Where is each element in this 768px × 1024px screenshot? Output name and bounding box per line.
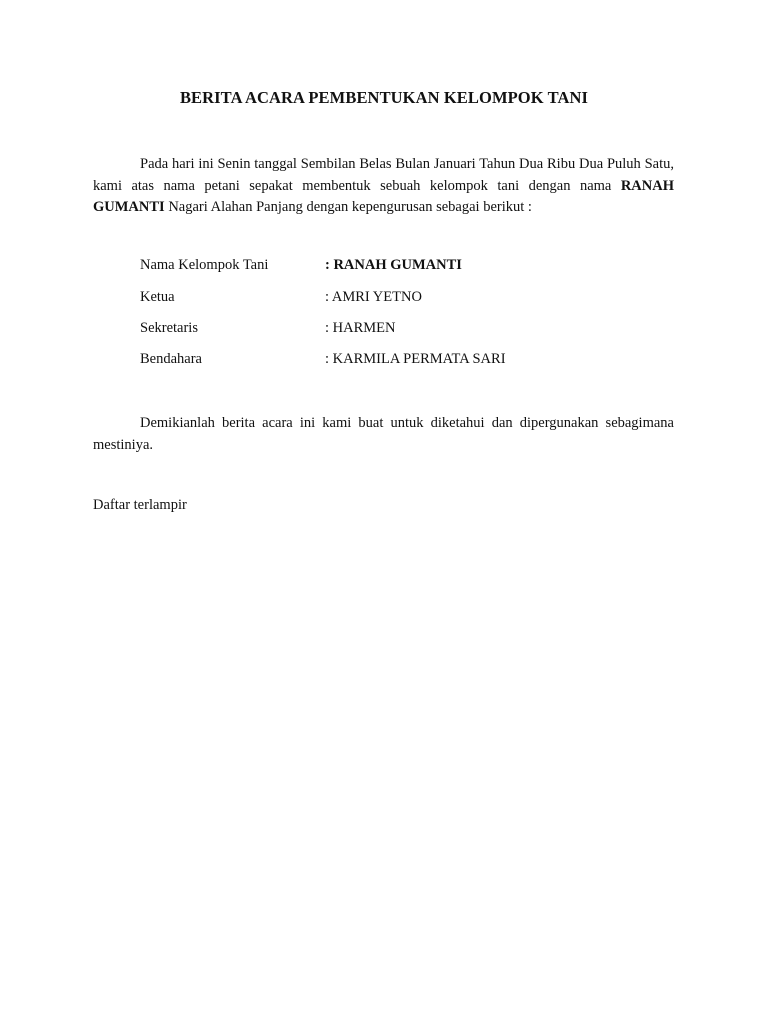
closing-paragraph: Demikianlah berita acara ini kami buat untuk diketahui dan dipergunakan sebagimana mestiniya.: [93, 415, 674, 453]
opening-text-before: Pada hari ini Senin tanggal Sembilan Belas Bulan Januari Tahun Dua Ribu Dua Puluh Satu, kami atas nama petani sepakat membentuk sebuah kelompok tani dengan nama: [93, 156, 674, 194]
detail-label: Ketua: [140, 289, 175, 305]
detail-value: : HARMEN: [325, 320, 396, 336]
detail-row-chairman: [140, 289, 700, 309]
opening-paragraph: [93, 154, 674, 219]
opening-text-after: Nagari Alahan Panjang dengan kepengurusan sebagai berikut :: [164, 199, 532, 215]
detail-value: : KARMILA PERMATA SARI: [325, 351, 506, 367]
attachment-note: Daftar terlampir: [93, 497, 187, 513]
detail-value: : RANAH GUMANTI: [325, 257, 462, 273]
detail-label: Nama Kelompok Tani: [140, 257, 269, 273]
detail-value: : AMRI YETNO: [325, 289, 422, 305]
detail-row-secretary: [140, 320, 700, 340]
detail-row-group-name: [140, 257, 700, 277]
detail-label: Sekretaris: [140, 320, 198, 336]
detail-row-treasurer: [140, 351, 700, 371]
group-name-inline: RANAH GUMANTI: [93, 177, 674, 215]
detail-label: Bendahara: [140, 351, 202, 367]
document-title: BERITA ACARA PEMBENTUKAN KELOMPOK TANI: [179, 88, 589, 107]
